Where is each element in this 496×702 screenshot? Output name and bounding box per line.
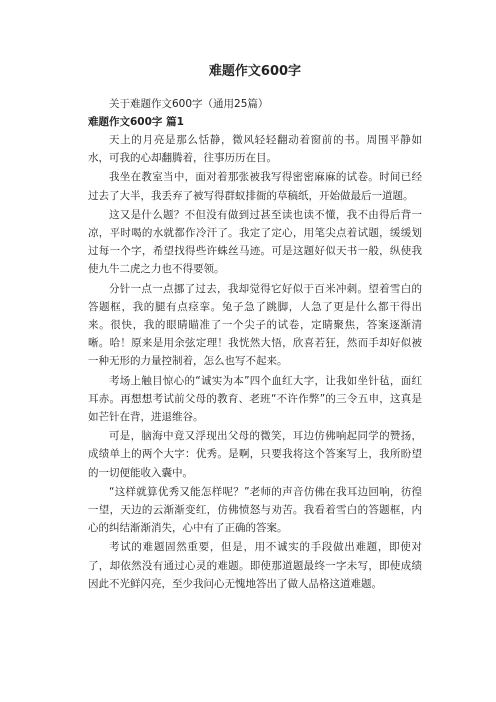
body-text <box>88 131 422 593</box>
document-title: 难题作文600字 <box>208 64 302 79</box>
paragraph-2: 我坐在教室当中，面对着那张被我写得密密麻麻的试卷。时间已经过去了大半，我丢弃了被写得群蚁排衙的草稿纸，开始做最后一道题。 <box>88 171 422 202</box>
paragraph-5: 考场上触目惊心的“诚实为本”四个血红大字，让我如坐针毡，面红耳赤。再想想考试前父母的教育、老班“不许作弊”的三令五申，这真是如芒针在背，进退维谷。 <box>88 374 422 424</box>
section-heading: 难题作文600字 篇1 <box>88 116 184 128</box>
paragraph-1: 天上的月亮是那么恬静，微风轻轻翻动着窗前的书。周围平静如水，可我的心却翻腾着，往事历历在目。 <box>88 134 422 165</box>
paragraph-7: “这样就算优秀又能怎样呢？”老师的声音仿佛在我耳边回响，彷徨一望，天边的云渐渐变红，仿佛愤怒与劝苦。我看着雪白的答题框，内心的纠结渐渐消失，心中有了正确的答案。 <box>88 485 422 535</box>
document-intro: 关于难题作文600字（通用25篇） <box>109 98 269 110</box>
paragraph-8: 考试的难题固然重要，但是，用不诚实的手段做出难题，即使对了，却依然没有通过心灵的难题。即使那道题最终一字未写，即使成绩因此不光鲜闪亮，至少我问心无愧地答出了做人品格这道难题。 <box>88 541 422 590</box>
paragraph-4: 分针一点一点挪了过去，我却觉得它好似于百米冲刺。望着雪白的答题框，我的腿有点痉挛。兔子急了跳脚，人急了更是什么都干得出来。很快，我的眼睛瞄准了一个尖子的试卷，定睛聚焦，答案逐渐清晰。哈！原来是用余弦定理！我恍然大悟，欣喜若狂，然而手却好似被一种无形的力量控制着，怎么也写不起来。 <box>88 282 422 368</box>
paragraph-3: 这又是什么题？不但没有做到过甚至读也读不懂，我不由得后背一凉，平时喝的水就都作冷汗了。我定了定心，用笔尖点着试题，缓缓划过每一个字，希望找得些许蛛丝马迹。可是这题好似天书一般，纵使我使九牛二虎之力也不得要领。 <box>88 208 422 276</box>
paragraph-6: 可是，脑海中竟又浮现出父母的微笑，耳边仿佛响起同学的赞扬，成绩单上的两个大字：优秀。是啊，只要我将这个答案写上，我所盼望的一切便能收入囊中。 <box>88 430 422 479</box>
